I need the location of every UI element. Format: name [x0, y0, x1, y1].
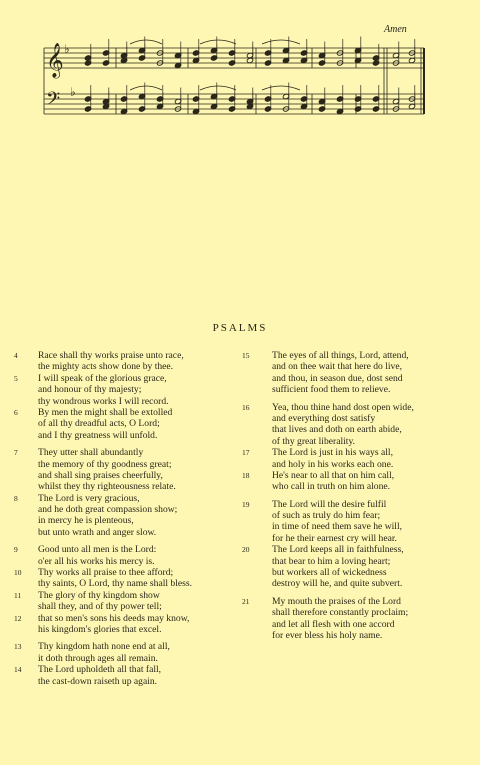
verse-line — [242, 459, 470, 470]
verse-line — [242, 384, 470, 395]
verse-line — [14, 407, 236, 418]
verse-text: that lives and doth on earth abide, — [272, 424, 402, 436]
verse-line — [14, 567, 236, 578]
treble-clef: 𝄞 — [46, 43, 64, 78]
right-column — [242, 350, 470, 641]
verse-text: that bear to him a loving heart; — [272, 555, 391, 567]
stanza — [242, 596, 470, 642]
verse-text: in mercy he is plenteous, — [38, 515, 134, 527]
bass-clef: 𝄢 — [46, 89, 61, 114]
verse-line — [242, 373, 470, 384]
slur — [262, 86, 300, 90]
verse-text: The glory of thy kingdom show — [38, 589, 160, 601]
verse-line — [14, 578, 236, 589]
verse-text: The Lord keeps all in faithfulness, — [272, 544, 404, 556]
verse-text: it doth through ages all remain. — [38, 652, 158, 664]
verse-line — [14, 470, 236, 481]
verse-text: and let all flesh with one accord — [272, 618, 395, 630]
section-heading: PSALMS — [212, 322, 268, 334]
verse-number: 14 — [14, 665, 22, 675]
verse-text: The Lord is very gracious, — [38, 492, 140, 504]
verse-text: in time of need them save he will, — [272, 521, 403, 533]
verse-number: 5 — [14, 373, 18, 383]
verse-number: 16 — [242, 402, 250, 412]
verse-number: 21 — [242, 596, 250, 606]
verse-line — [14, 601, 236, 612]
verse-number: 15 — [242, 351, 250, 360]
slur — [262, 40, 300, 44]
verse-text: and I thy greatness will unfold. — [38, 429, 158, 441]
verse-line — [14, 590, 236, 601]
verse-line — [242, 350, 470, 361]
verse-line — [14, 544, 236, 555]
verse-number: 11 — [14, 590, 22, 600]
verse-line — [242, 499, 470, 510]
verse-text: but unto wrath and anger slow. — [38, 526, 157, 538]
stanza — [242, 350, 470, 396]
verse-text: and he doth great compassion show; — [38, 504, 178, 516]
verse-number: 19 — [242, 499, 250, 509]
verse-text: Good unto all men is the Lord: — [38, 544, 157, 556]
amen-label: Amen — [384, 24, 407, 35]
verse-line — [14, 350, 236, 361]
verse-line — [242, 470, 470, 481]
verse-line — [14, 384, 236, 395]
verse-line — [242, 596, 470, 607]
verse-text: The eyes of all things, Lord, attend, — [272, 350, 409, 361]
verse-line — [14, 418, 236, 429]
verse-text: By men the might shall be extolled — [38, 406, 173, 418]
verse-number: 6 — [14, 407, 18, 417]
verse-line — [242, 413, 470, 424]
verse-text: Race shall thy works praise unto race, — [38, 350, 184, 361]
slur — [200, 40, 236, 44]
verse-line — [242, 424, 470, 435]
verse-number: 4 — [14, 351, 18, 360]
flat-sign: ♭ — [70, 85, 76, 99]
verse-line — [14, 653, 236, 664]
verse-line — [14, 361, 236, 372]
verse-text: and everything dost satisfy — [272, 412, 376, 424]
slur — [130, 40, 162, 44]
stanza — [14, 544, 236, 635]
verse-line — [242, 607, 470, 618]
verse-line — [14, 504, 236, 515]
stanza — [242, 402, 470, 493]
verse-text: that so men's sons his deeds may know, — [38, 612, 190, 624]
verse-text: who call in truth on him alone. — [272, 481, 391, 493]
verse-text: the memory of thy goodness great; — [38, 458, 172, 470]
stanza — [242, 499, 470, 590]
slur — [200, 86, 236, 90]
verse-number: 18 — [242, 470, 250, 480]
verse-text: the cast-down raiseth up again. — [38, 675, 158, 687]
verse-text: The Lord is just in his ways all, — [272, 447, 393, 459]
verse-text: o'er all his works his mercy is. — [38, 555, 155, 567]
verse-text: for ever bless his holy name. — [272, 629, 383, 641]
verse-text: of all thy dreadful acts, O Lord; — [38, 418, 160, 430]
verse-line — [242, 556, 470, 567]
verse-text: The Lord upholdeth all that fall, — [38, 664, 162, 676]
verse-line — [242, 619, 470, 630]
verse-text: of thy great liberality. — [272, 435, 356, 447]
verse-text: his kingdom's glories that excel. — [38, 623, 162, 635]
verse-line — [242, 578, 470, 589]
verse-line — [14, 481, 236, 492]
stanza — [14, 447, 236, 538]
verse-number: 17 — [242, 448, 250, 458]
stanza — [14, 641, 236, 687]
verse-number: 8 — [14, 493, 18, 503]
verse-line — [14, 396, 236, 407]
verse-number: 10 — [14, 568, 22, 578]
verse-text: for he their earnest cry will hear. — [272, 532, 397, 544]
verse-text: and shall sing praises cheerfully, — [38, 469, 163, 481]
verse-text: Yea, thou thine hand dost open wide, — [272, 401, 414, 413]
verse-text: The Lord will the desire fulfil — [272, 498, 387, 510]
verse-line — [14, 641, 236, 652]
verse-number: 9 — [14, 545, 18, 555]
verse-text: I will speak of the glorious grace, — [38, 372, 167, 384]
verse-line — [242, 533, 470, 544]
verse-line — [242, 544, 470, 555]
verse-line — [14, 515, 236, 526]
verse-text: but workers all of wickedness — [272, 567, 387, 579]
verse-number: 13 — [14, 642, 22, 652]
verse-text: destroy will he, and quite subvert. — [272, 578, 403, 590]
verse-text: My mouth the praises of the Lord — [272, 595, 401, 607]
verse-line — [14, 556, 236, 567]
verse-number: 12 — [14, 613, 22, 623]
verse-line — [14, 676, 236, 687]
flat-sign: ♭ — [64, 42, 70, 56]
verse-line — [14, 664, 236, 675]
verse-text: shall therefore constantly proclaim; — [272, 607, 409, 619]
verse-line — [242, 567, 470, 578]
verse-line — [242, 436, 470, 447]
verse-text: Thy works all praise to thee afford; — [38, 567, 174, 579]
verse-line — [14, 459, 236, 470]
verse-line — [242, 521, 470, 532]
verse-line — [14, 527, 236, 538]
verse-text: thy wondrous works I will record. — [38, 395, 169, 407]
verse-line — [242, 630, 470, 641]
verse-line — [242, 361, 470, 372]
staff-lines — [44, 48, 424, 114]
verse-text: shall they, and of thy power tell; — [38, 601, 162, 613]
verse-line — [242, 510, 470, 521]
verse-line — [14, 447, 236, 458]
verse-line — [242, 481, 470, 492]
verse-line — [14, 613, 236, 624]
verse-line — [14, 430, 236, 441]
verse-text: and honour of thy majesty; — [38, 384, 142, 396]
verse-text: and holy in his works each one. — [272, 458, 394, 470]
verse-line — [242, 447, 470, 458]
music-score — [0, 0, 480, 160]
verse-text: They utter shall abundantly — [38, 447, 144, 459]
verse-line — [14, 624, 236, 635]
verse-number: 20 — [242, 545, 250, 555]
left-column — [14, 350, 236, 687]
verse-text: the mighty acts show done by thee. — [38, 361, 174, 373]
verse-text: Thy kingdom hath none end at all, — [38, 641, 170, 653]
verse-text: of such as truly do him fear; — [272, 510, 381, 522]
verse-text: sufficient food them to relieve. — [272, 384, 391, 396]
verse-line — [14, 373, 236, 384]
verse-text: and on thee wait that here do live, — [272, 361, 403, 373]
verse-text: thy saints, O Lord, thy name shall bless. — [38, 578, 193, 590]
verse-text: He's near to all that on him call, — [272, 469, 395, 481]
verse-text: whilst they thy righteousness relate. — [38, 481, 176, 493]
verse-number: 7 — [14, 448, 18, 458]
verse-line — [14, 493, 236, 504]
slur — [130, 86, 162, 90]
stanza — [14, 350, 236, 441]
verse-text: and thou, in season due, dost send — [272, 372, 403, 384]
verse-line — [242, 402, 470, 413]
